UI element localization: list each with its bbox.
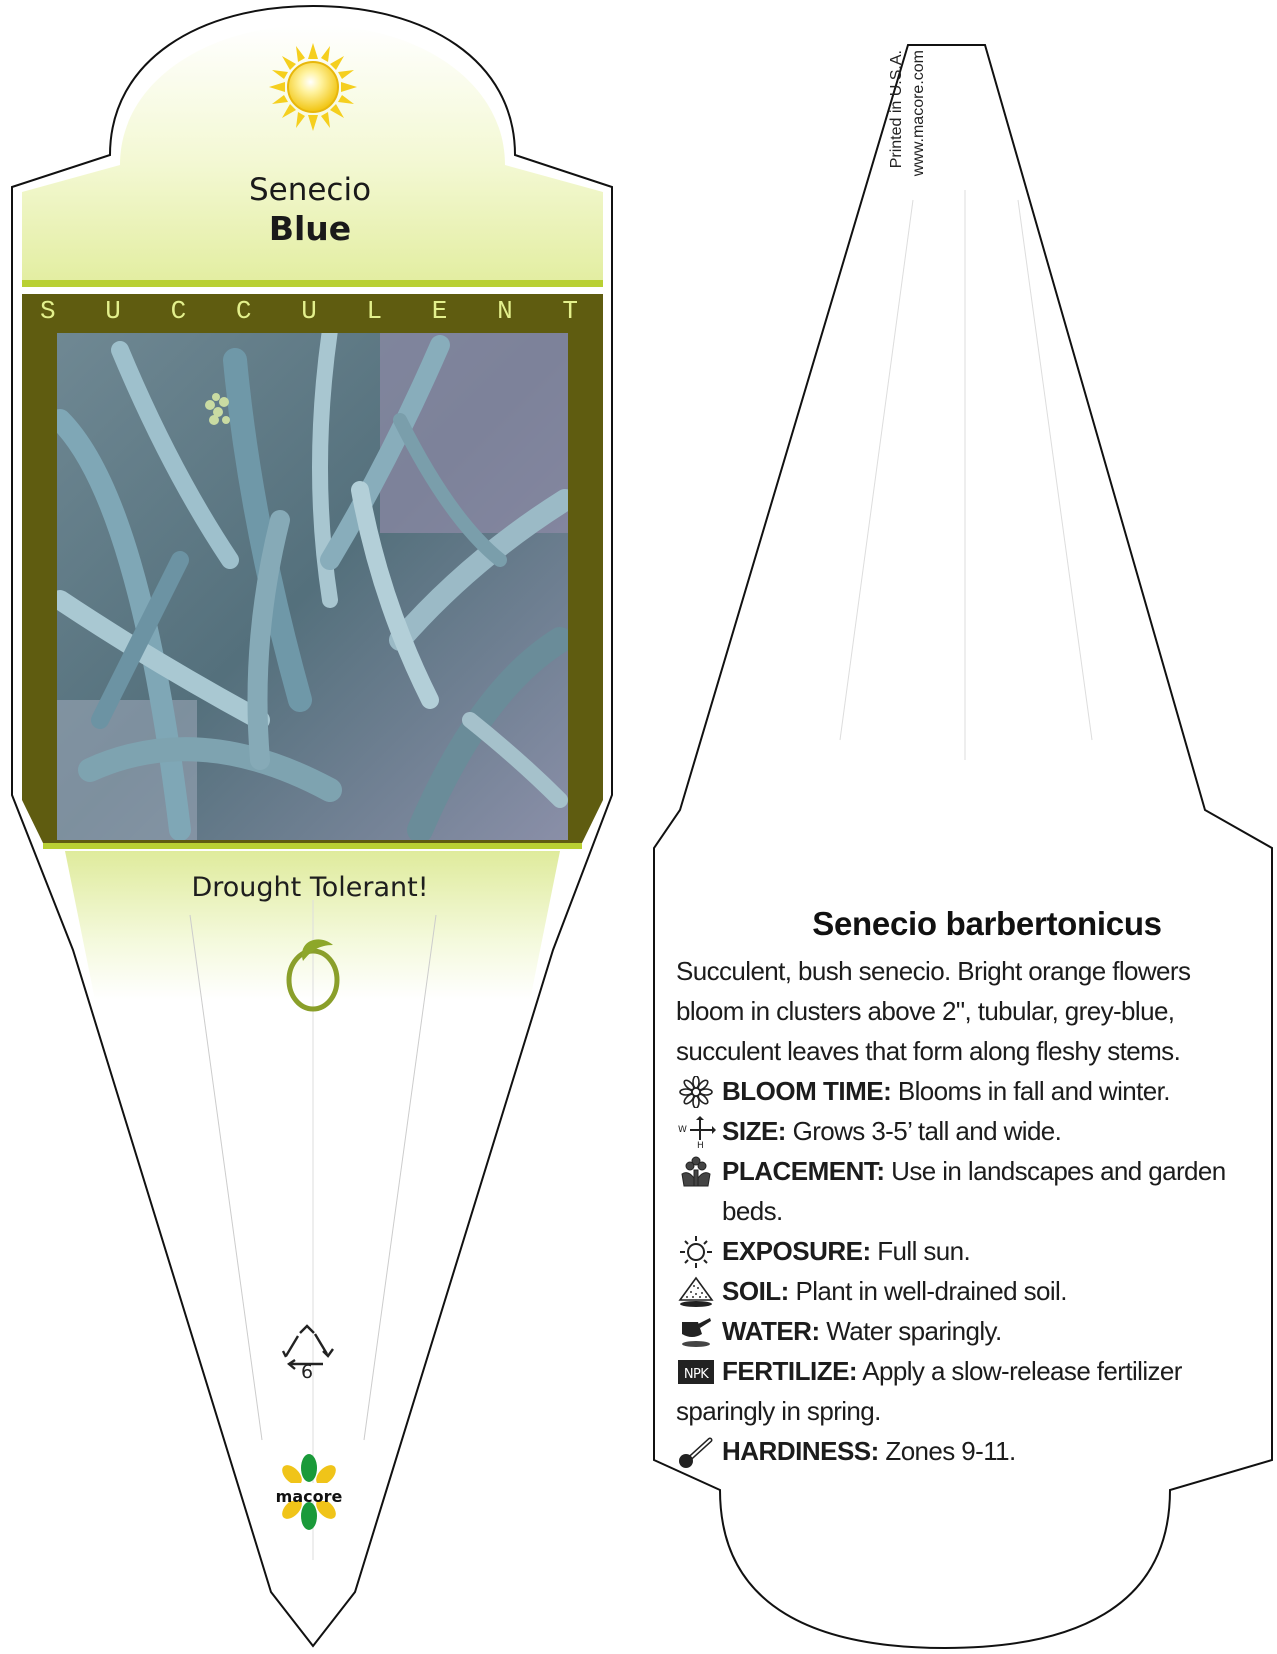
care-item-hardiness [676,1431,1256,1471]
category-letter: C [170,296,187,326]
plant-photo [57,330,568,840]
care-text: Use in landscapes and garden beds. [722,1156,1226,1226]
tagline: Drought Tolerant! [191,872,429,903]
care-text: Zones 9-11. [878,1436,1016,1466]
care-item-fertilize [676,1351,1256,1431]
care-item-size [676,1111,1256,1151]
care-text: Apply a slow-release fertilizer sparingly in spring. [676,1356,1182,1426]
brand-name: macore [275,1487,343,1506]
care-label: PLACEMENT: [722,1156,885,1186]
recycle-code: 6 [300,1361,314,1383]
category-letter: S [40,296,56,326]
plant-description: Succulent, bush senecio. Bright orange flowers bloom in clusters above 2", tubular, grey-blue, succulent leaves that form along fleshy stems. [676,956,1191,1066]
care-text: Grows 3-5’ tall and wide. [785,1116,1062,1146]
category-letter: N [497,296,513,326]
care-info [676,905,1256,1471]
website-text: www.macore.com [910,50,927,177]
care-label: SIZE: [722,1116,786,1146]
care-item-exposure [676,1231,1256,1271]
category-letter: L [366,296,383,326]
size-h-letter: H [697,1141,704,1148]
placement-plant-icon [676,1156,716,1188]
npk-text: NPK [683,1367,709,1382]
care-text: Water sparingly. [819,1316,1002,1346]
category-letter: U [105,296,121,326]
printed-in-text: Printed in U.S.A. [888,50,905,169]
care-item-placement [676,1151,1256,1231]
thermometer-icon [676,1436,716,1468]
size-w-letter: W [678,1125,687,1135]
category-letter: E [431,296,448,326]
flower-icon [676,1076,716,1108]
common-name-line2: Blue [268,209,352,248]
care-item-bloom-time [676,1071,1256,1111]
soil-icon [676,1276,716,1308]
sun-icon [269,43,357,131]
watering-can-icon [676,1316,716,1348]
care-text: Blooms in fall and winter. [891,1076,1170,1106]
category-letter: T [562,296,578,326]
common-name-line1: Senecio [248,172,372,208]
care-text: Plant in well-drained soil. [788,1276,1067,1306]
sun-icon [676,1236,716,1268]
care-item-soil [676,1271,1256,1311]
care-label: WATER: [722,1316,820,1346]
care-item-water [676,1311,1256,1351]
category-letter: U [301,296,317,326]
care-label: FERTILIZE: [722,1356,858,1386]
care-label: SOIL: [722,1276,789,1306]
care-label: HARDINESS: [722,1436,879,1466]
scientific-name: Senecio barbertonicus [812,905,1162,942]
size-arrows-icon [676,1116,716,1148]
care-label: EXPOSURE: [722,1236,871,1266]
care-label: BLOOM TIME: [722,1076,892,1106]
category-letter: C [235,296,252,326]
category-label [22,296,596,326]
npk-icon [676,1356,716,1388]
printed-info [888,50,930,210]
care-text: Full sun. [870,1236,971,1266]
